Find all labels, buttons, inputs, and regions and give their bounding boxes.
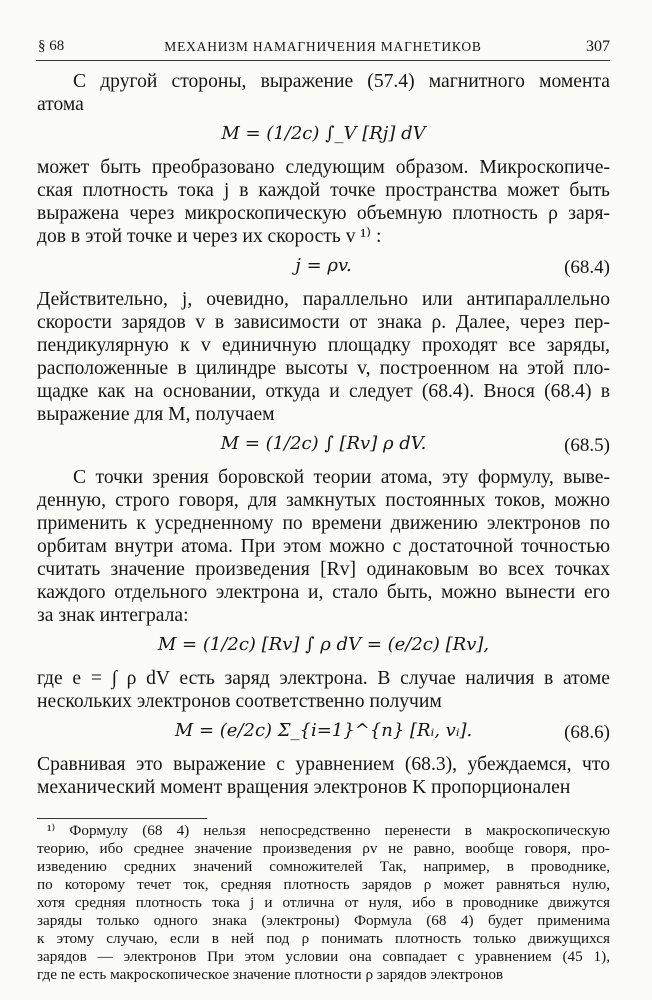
equation-number: (68.6)	[564, 722, 610, 743]
footnote-line: хотя средняя плотность тока j и отлична от нуля, ибо в проводнике движутся	[37, 894, 610, 911]
footnote-line: теорию, ибо среднее значение произведения ρv не равно, вообще говоря, про-	[37, 840, 610, 857]
text-line: где e = ∫ ρ dV есть заряд электрона. В случае наличия в атоме	[37, 668, 610, 689]
equation	[37, 116, 610, 156]
text-line: выражена через микроскопическую объемную плотность ρ заря-	[37, 203, 610, 224]
paragraph	[37, 288, 610, 426]
page-number: 307	[586, 38, 610, 55]
footnote-line: зарядов — электронов При этом условии она совпадает с уравнением (45 1),	[37, 948, 610, 965]
text-line: денную, строго говоря, для замкнутых постоянных токов, можно	[37, 490, 610, 511]
text-line: орбитам внутри атома. При этом можно с достаточной точностью	[37, 536, 610, 557]
text-line: щадке как на основании, откуда и следует (68.4). Внося (68.4) в	[37, 381, 610, 402]
text-line: выражение для M, получаем	[37, 404, 275, 425]
text-line: может быть преобразовано следующим образом. Микроскопиче-	[37, 157, 610, 178]
equation-number: (68.5)	[564, 435, 610, 456]
paragraph	[37, 156, 610, 248]
equation-expression: j = ρv.	[295, 255, 352, 276]
footnote	[37, 822, 610, 984]
text-line: нескольких электронов соответственно получим	[37, 691, 442, 712]
footnote-line: по которому течет ток, средняя плотность зарядов ρ может равняться нулю,	[37, 876, 610, 893]
equation	[37, 426, 610, 466]
main-text	[37, 70, 610, 799]
equation-expression: M = (1/2c) ∫ [Rv] ρ dV.	[220, 433, 427, 454]
text-line: считать значение произведения [Rv] одинаковым во всех точках	[37, 559, 610, 580]
equation-expression: M = (1/2c) [Rv] ∫ ρ dV = (e/2c) [Rv],	[157, 634, 490, 655]
paragraph	[37, 667, 610, 713]
equation	[37, 713, 610, 753]
footnote-line: заряды только одного знака (электроны) Формула (68 4) будет применима	[37, 912, 610, 929]
text-line: ская плотность тока j в каждой точке пространства может быть	[37, 180, 610, 201]
text-line: атома	[37, 94, 84, 115]
section-number: § 68	[38, 38, 65, 54]
paragraph	[37, 70, 610, 116]
running-header	[36, 38, 610, 61]
footnote-line: ¹⁾ Формулу (68 4) нельзя непосредственно перенести в макроскопическую	[47, 822, 610, 839]
equation-expression: M = (e/2c) Σ_{i=1}^{n} [Rᵢ, vᵢ].	[174, 720, 473, 741]
footnote-line: к этому случаю, если в ней под ρ понимать плотность только движущихся	[37, 930, 610, 947]
text-line: Действительно, j, очевидно, параллельно или антипараллельно	[37, 289, 610, 310]
text-line: С точки зрения боровской теории атома, эту формулу, выве-	[73, 467, 610, 488]
footnote-line: где ne есть макроскопическое значение плотности ρ зарядов электронов	[37, 966, 504, 983]
footnote-line: изведению средних значений сомножителей Так, например, в проводнике,	[37, 858, 610, 875]
equation-number: (68.4)	[564, 257, 610, 278]
paragraph	[37, 466, 610, 627]
text-line: дов в этой точке и через их скорость v ¹⁾ :	[37, 226, 382, 247]
equation-expression: M = (1/2c) ∫_V [Rj] dV	[221, 123, 426, 144]
chapter-title: МЕХАНИЗМ НАМАГНИЧЕНИЯ МАГНЕТИКОВ	[164, 39, 482, 54]
text-line: за знак интеграла:	[37, 605, 189, 626]
text-line: расположенные в цилиндре высоты v, построенном на этой пло-	[37, 358, 610, 379]
equation	[37, 248, 610, 288]
text-line: применить к усредненному по времени движению электронов по	[37, 513, 610, 534]
text-line: С другой стороны, выражение (57.4) магнитного момента	[73, 71, 610, 92]
text-line: каждого отдельного электрона и, стало быть, можно вынести его	[37, 582, 610, 603]
text-line: пендикулярную к v единичную площадку проходят все заряды,	[37, 335, 610, 356]
text-line: скорости зарядов v в зависимости от знака ρ. Далее, через пер-	[37, 312, 610, 333]
footnote-rule	[37, 818, 207, 819]
text-line: Сравнивая это выражение с уравнением (68.3), убеждаемся, что	[37, 754, 610, 775]
paragraph	[37, 753, 610, 799]
text-line: механический момент вращения электронов K пропорционален	[37, 777, 571, 798]
equation	[37, 627, 610, 667]
